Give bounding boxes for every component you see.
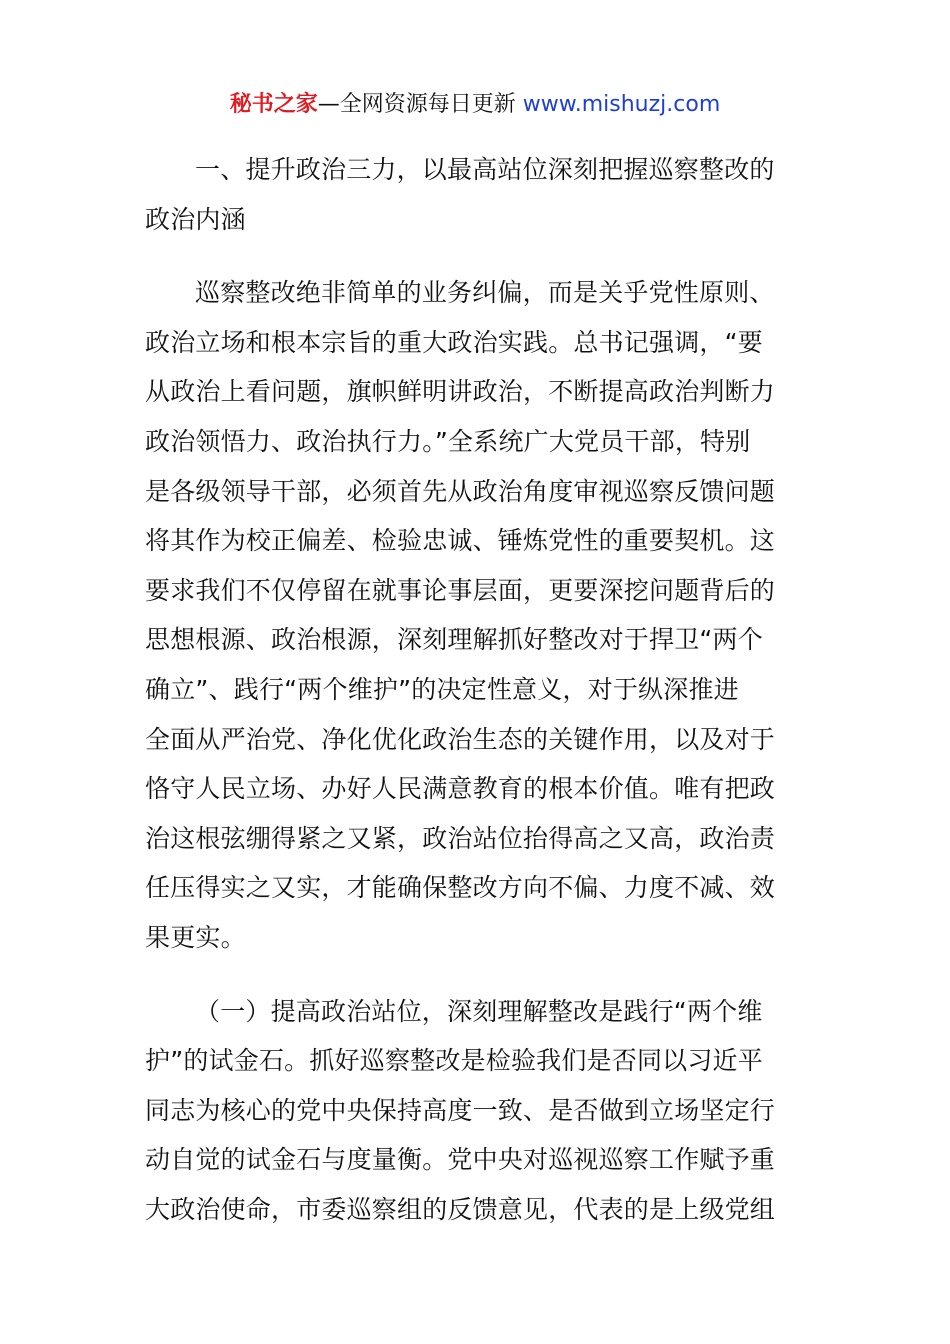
brand-name: 秘书之家 <box>229 92 318 117</box>
text-line: 治这根弦绷得紧之又紧，政治站位抬得高之又高，政治责 <box>145 823 776 853</box>
text-line: 政治内涵 <box>145 204 246 234</box>
text-line: 果更实。 <box>145 922 246 952</box>
text-line: 要求我们不仅停留在就事论事层面，更要深挖问题背后的 <box>145 575 776 605</box>
text-line: 任压得实之又实，才能确保整改方向不偏、力度不减、效 <box>145 873 776 903</box>
text-line: 巡察整改绝非简单的业务纠偏，而是关乎党性原则、 <box>195 278 775 308</box>
text-line: 政治立场和根本宗旨的重大政治实践。总书记强调，“要 <box>145 327 763 357</box>
text-line: 一、提升政治三力，以最高站位深刻把握巡察整改的 <box>195 155 775 184</box>
text-line: 恪守人民立场、办好人民满意教育的根本价值。唯有把政 <box>145 774 776 804</box>
site-url-link[interactable]: www.mishuzj.com <box>522 92 721 117</box>
text-line: 政治领悟力、政治执行力。”全系统广大党员干部，特别 <box>145 426 751 456</box>
text-line: （一）提高政治站位，深刻理解整改是践行“两个维 <box>195 996 763 1026</box>
header-tagline: —全网资源每日更新 <box>317 92 523 117</box>
text-line: 思想根源、政治根源，深刻理解抓好整改对于捍卫“两个 <box>145 625 763 655</box>
text-line: 动自觉的试金石与度量衡。党中央对巡视巡察工作赋予重 <box>145 1145 776 1175</box>
section-heading <box>145 145 810 244</box>
text-line: 大政治使命，市委巡察组的反馈意见，代表的是上级党组 <box>145 1194 776 1224</box>
text-line: 同志为核心的党中央保持高度一致、是否做到立场坚定行 <box>145 1095 776 1125</box>
text-line: 从政治上看问题，旗帜鲜明讲政治，不断提高政治判断力 <box>145 377 776 407</box>
text-line: 全面从严治党、净化优化政治生态的关键作用，以及对于 <box>145 724 776 754</box>
site-header <box>0 88 950 122</box>
subsection-paragraph <box>145 987 810 1235</box>
text-line: 护”的试金石。抓好巡察整改是检验我们是否同以习近平 <box>145 1046 763 1076</box>
document-body <box>145 145 810 1234</box>
text-line: 将其作为校正偏差、检验忠诚、锤炼党性的重要契机。这 <box>145 526 776 556</box>
paragraph <box>145 268 810 962</box>
text-line: 确立”、践行“两个维护”的决定性意义，对于纵深推进 <box>145 674 739 704</box>
text-line: 是各级领导干部，必须首先从政治角度审视巡察反馈问题 <box>145 476 776 506</box>
